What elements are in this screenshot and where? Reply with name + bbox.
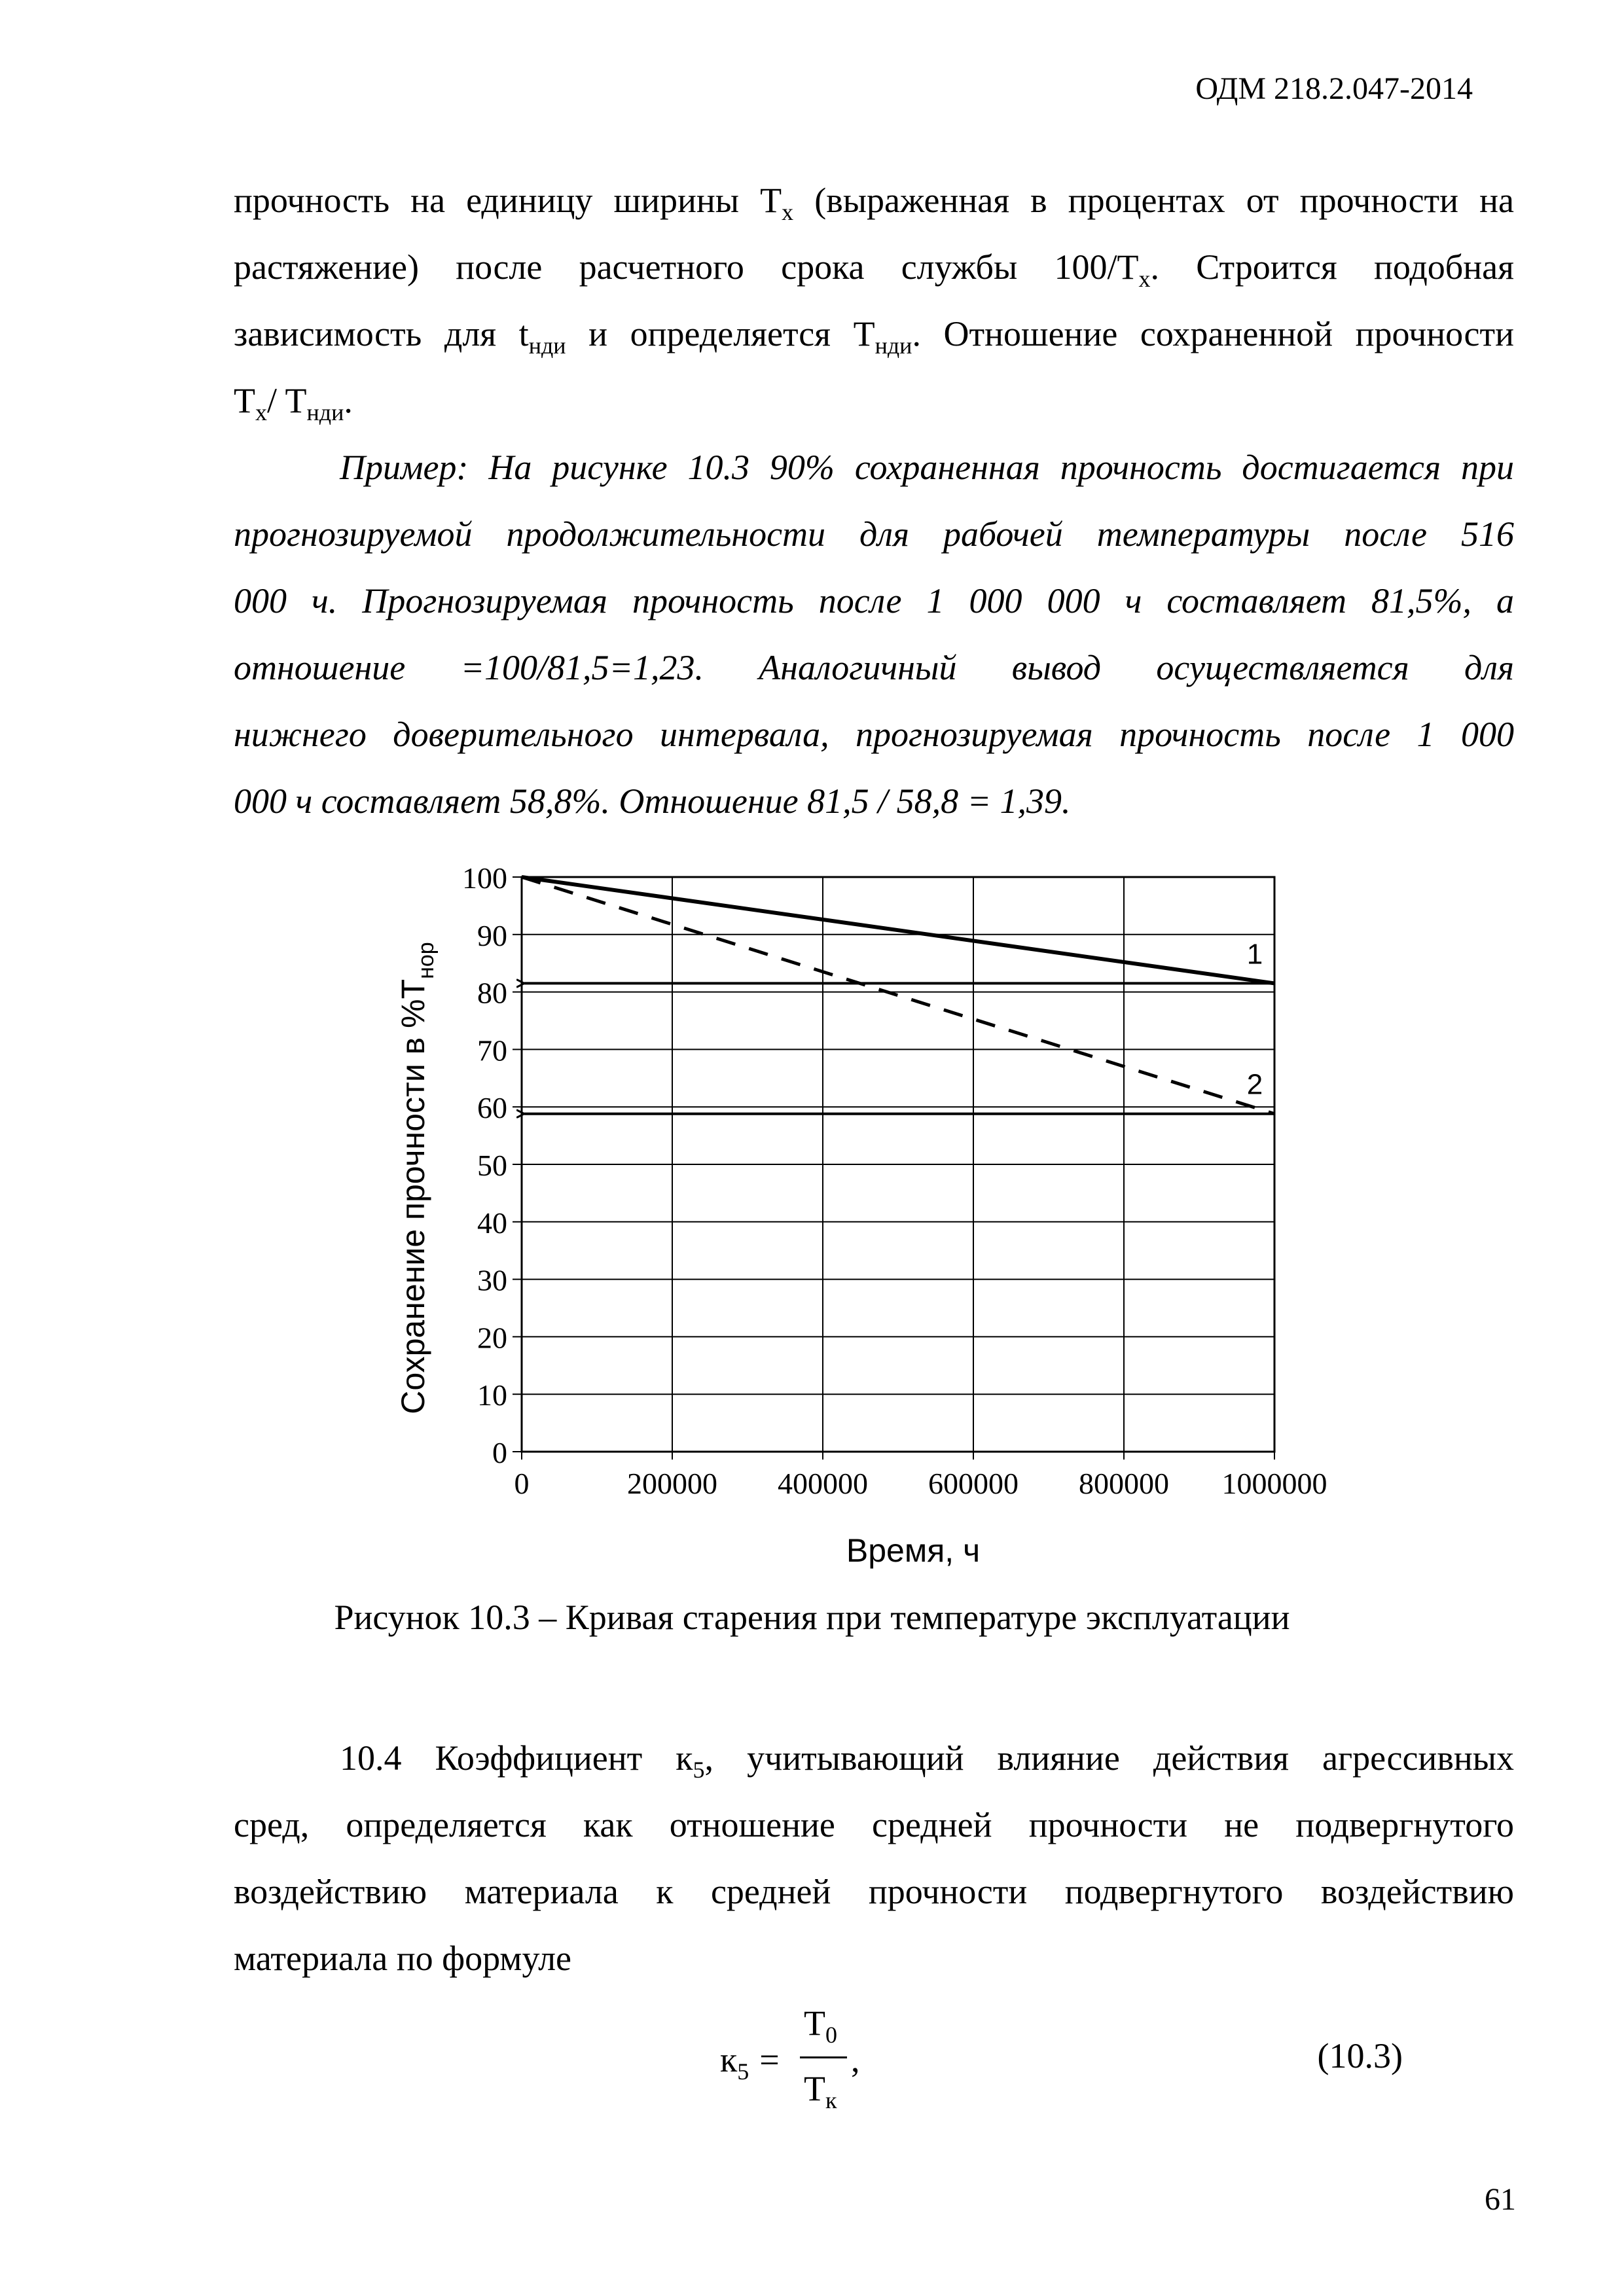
document-code: ОДМ 218.2.047-2014 (1195, 71, 1473, 106)
y-axis-label: Сохранение прочности в $\%T_{нор}$ (395, 942, 439, 1414)
y-tick-label: 50 (477, 1149, 507, 1182)
series-line-2 (522, 877, 1274, 1114)
x-tick-label: 400000 (778, 1467, 868, 1500)
x-tick-label: 0 (514, 1467, 530, 1500)
page-number: 61 (1485, 2182, 1516, 2217)
y-tick-label: 70 (477, 1033, 507, 1067)
x-tick-label: 1000000 (1221, 1467, 1327, 1500)
x-tick-label: 800000 (1079, 1467, 1169, 1500)
y-tick-label: 0 (492, 1436, 507, 1469)
y-tick-label: 10 (477, 1378, 507, 1412)
chart-grid (522, 877, 1274, 1452)
series-label-1: 1 (1246, 938, 1263, 971)
x-tick-label: 600000 (928, 1467, 1019, 1500)
y-tick-label: 90 (477, 918, 507, 952)
paragraph-coefficient-k5: 10.4 Коэффициент $к_5$, учитывающий влияние действия агрессивных сред, определяется как отношение средней прочности не подвергнутого воздействию материала к средней прочности подвергнутого воздействию материала по формуле (234, 1738, 1514, 1978)
y-tick-label: 60 (477, 1091, 507, 1125)
chart-series (522, 877, 1274, 1114)
figure-caption: Рисунок 10.3 – Кривая старения при температуре эксплуатации (334, 1598, 1290, 1637)
y-tick-label: 40 (477, 1206, 507, 1240)
paragraph-strength-ratio: прочность на единицу ширины $T_x$ (выраженная в процентах от прочности на растяжение) после расчетного срока службы $100/T_x$. Строится подобная зависимость для $t_{нди}$ и определяется $T_{нди}$. Отношение сохраненной прочности $T_x/$ $T_{нди}$. (234, 181, 1514, 425)
y-tick-label: 80 (477, 976, 507, 1010)
fraction-bar (800, 2056, 847, 2058)
chart-ticks (462, 861, 1327, 1500)
y-tick-label: 100 (462, 861, 507, 895)
y-tick-label: 30 (477, 1263, 507, 1297)
series-line-1 (522, 877, 1274, 983)
x-axis-label: Время, ч (846, 1532, 981, 1569)
y-tick-label: 20 (477, 1321, 507, 1355)
example-paragraph: Пример: На рисунке 10.3 90% сохраненная прочность достигается при прогнозируемой продолжительности для рабочей температуры после 516 000 ч. Прогнозируемая прочность после 1 000 000 ч составляет 81,5%, а отношение =100/81,5=1,23. Аналогичный вывод осуществляется для нижнего доверительного интервала, прогнозируемая прочность после 1 000 000 ч составляет 58,8%. Отношение 81,5 / 58,8 = 1,39. (234, 448, 1514, 821)
series-label-2: 2 (1246, 1068, 1263, 1101)
equation-number: (10.3) (1317, 2036, 1403, 2075)
x-tick-label: 200000 (627, 1467, 717, 1500)
